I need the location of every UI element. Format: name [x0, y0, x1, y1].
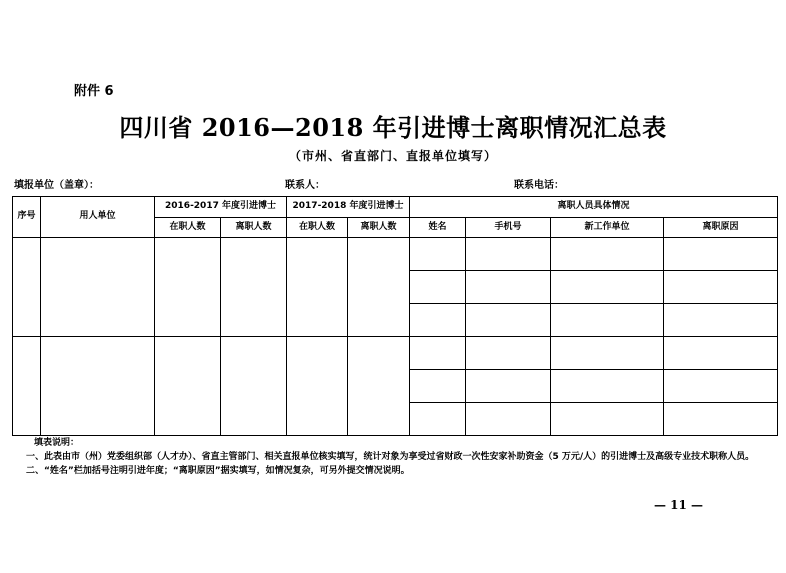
header-onjob-2017: 在职人数 — [287, 218, 348, 238]
header-group-departure: 离职人员具体情况 — [410, 197, 778, 218]
cell-reason[interactable] — [664, 238, 778, 271]
reporting-unit-label: 填报单位（盖章）： — [14, 180, 99, 191]
cell-name[interactable] — [410, 403, 466, 436]
header-group-2016-2017: 2016-2017 年度引进博士 — [155, 197, 287, 218]
header-left-2017: 离职人数 — [348, 218, 410, 238]
header-name: 姓名 — [410, 218, 466, 238]
cell-name[interactable] — [410, 304, 466, 337]
cell-name[interactable] — [410, 370, 466, 403]
cell-new-unit[interactable] — [551, 370, 664, 403]
cell-reason[interactable] — [664, 403, 778, 436]
cell-onjob-2017[interactable] — [287, 337, 348, 436]
page-subtitle: （市州、省直部门、直报单位填写） — [288, 149, 497, 163]
page-number: — 11 — — [654, 498, 704, 512]
filling-notes — [14, 436, 779, 478]
cell-reason[interactable] — [664, 304, 778, 337]
notes-heading: 填表说明： — [34, 438, 80, 448]
cell-left-2017[interactable] — [348, 337, 410, 436]
cell-onjob-2016[interactable] — [155, 337, 221, 436]
header-reason: 离职原因 — [664, 218, 778, 238]
header-phone: 手机号 — [466, 218, 551, 238]
cell-left-2016[interactable] — [221, 337, 287, 436]
cell-left-2016[interactable] — [221, 238, 287, 337]
cell-seq[interactable] — [13, 337, 41, 436]
header-left-2016: 离职人数 — [221, 218, 287, 238]
cell-onjob-2017[interactable] — [287, 238, 348, 337]
header-employer: 用人单位 — [41, 197, 155, 238]
page-title: 四川省 2016—2018 年引进博士离职情况汇总表 — [119, 113, 667, 142]
cell-new-unit[interactable] — [551, 304, 664, 337]
cell-reason[interactable] — [664, 271, 778, 304]
notes-item-2: 二、“姓名”栏加括号注明引进年度；“离职原因”据实填写，如情况复杂，可另外提交情况说明。 — [26, 466, 410, 476]
header-seq: 序号 — [13, 197, 41, 238]
summary-table — [12, 196, 778, 436]
cell-new-unit[interactable] — [551, 337, 664, 370]
header-new-unit: 新工作单位 — [551, 218, 664, 238]
cell-new-unit[interactable] — [551, 238, 664, 271]
cell-phone[interactable] — [466, 271, 551, 304]
cell-reason[interactable] — [664, 370, 778, 403]
cell-new-unit[interactable] — [551, 403, 664, 436]
cell-seq[interactable] — [13, 238, 41, 337]
cell-reason[interactable] — [664, 337, 778, 370]
cell-new-unit[interactable] — [551, 271, 664, 304]
cell-phone[interactable] — [466, 238, 551, 271]
header-group-2017-2018: 2017-2018 年度引进博士 — [287, 197, 410, 218]
cell-phone[interactable] — [466, 337, 551, 370]
cell-name[interactable] — [410, 271, 466, 304]
table-row — [13, 238, 778, 271]
cell-employer[interactable] — [41, 337, 155, 436]
contact-phone-label: 联系电话： — [514, 180, 564, 191]
cell-phone[interactable] — [466, 403, 551, 436]
cell-phone[interactable] — [466, 304, 551, 337]
contact-person-label: 联系人： — [285, 180, 325, 191]
cell-name[interactable] — [410, 337, 466, 370]
cell-employer[interactable] — [41, 238, 155, 337]
cell-phone[interactable] — [466, 370, 551, 403]
cell-left-2017[interactable] — [348, 238, 410, 337]
attachment-label: 附件 6 — [74, 84, 114, 99]
cell-name[interactable] — [410, 238, 466, 271]
notes-item-1: 一、此表由市（州）党委组织部（人才办）、省直主管部门、相关直报单位核实填写，统计对象为享受过省财政一次性安家补助资金（5 万元/人）的引进博士及高级专业技术职称人员。 — [26, 452, 755, 462]
header-onjob-2016: 在职人数 — [155, 218, 221, 238]
cell-onjob-2016[interactable] — [155, 238, 221, 337]
table-row — [13, 337, 778, 370]
